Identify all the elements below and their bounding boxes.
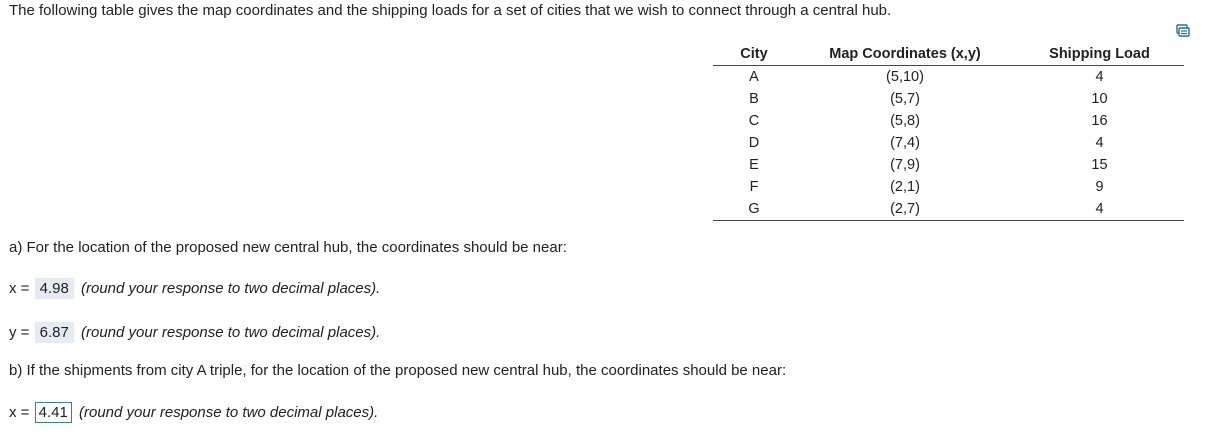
problem-intro: The following table gives the map coordinates and the shipping loads for a set of cities that we wish to connect through a central hub. [9, 2, 892, 19]
coords-cell: (7,4) [890, 135, 920, 151]
part-a-y-label: y = [9, 324, 30, 341]
part-a-x-answer[interactable]: 4.98 [35, 278, 74, 299]
coords-cell: (5,8) [890, 113, 920, 129]
table-row [713, 154, 1184, 176]
city-table [713, 42, 1184, 221]
header-shipping-load: Shipping Load [1015, 42, 1184, 66]
part-b-x-line [9, 402, 378, 423]
part-b-x-label: x = [9, 404, 30, 421]
city-cell: G [713, 198, 795, 221]
part-b-x-input[interactable]: 4.41 [35, 402, 72, 423]
table-row [713, 132, 1184, 154]
table-header-row [713, 42, 1184, 66]
part-a-x-label: x = [9, 280, 30, 297]
part-a-y-hint: (round your response to two decimal places). [80, 324, 381, 341]
coords-cell: (7,9) [890, 157, 920, 173]
table-row [713, 88, 1184, 110]
table-row [713, 176, 1184, 198]
table-row [713, 110, 1184, 132]
part-a-y-answer[interactable]: 6.87 [35, 322, 74, 343]
city-cell: B [749, 91, 759, 107]
load-cell: 4 [1095, 69, 1104, 85]
header-city: City [713, 42, 795, 66]
load-cell: 15 [1091, 157, 1108, 173]
part-a-question: a) For the location of the proposed new central hub, the coordinates should be near: [9, 239, 567, 256]
load-cell: 9 [1095, 179, 1104, 195]
load-cell: 16 [1091, 113, 1108, 129]
load-cell: 10 [1091, 91, 1108, 107]
city-cell: C [748, 113, 760, 129]
part-b-question: b) If the shipments from city A triple, for the location of the proposed new central hub, the coordinates should be near: [9, 362, 787, 379]
coords-cell: (2,7) [795, 198, 1015, 221]
part-a-x-hint: (round your response to two decimal places). [80, 280, 381, 297]
copy-table-icon[interactable] [1176, 24, 1190, 38]
part-a-x-line [9, 278, 380, 299]
part-a-y-line [9, 322, 380, 343]
city-cell: E [749, 157, 759, 173]
load-cell: 4 [1015, 198, 1184, 221]
coords-cell: (5,7) [890, 91, 920, 107]
coords-cell: (5,10) [886, 69, 924, 85]
coords-cell: (2,1) [890, 179, 920, 195]
table-row [713, 66, 1184, 89]
city-cell: A [749, 69, 759, 85]
city-cell: D [748, 135, 760, 151]
load-cell: 4 [1095, 135, 1104, 151]
table-row [713, 198, 1184, 221]
city-cell: F [749, 179, 759, 195]
header-coordinates: Map Coordinates (x,y) [795, 42, 1015, 66]
part-b-x-hint: (round your response to two decimal places). [78, 404, 379, 421]
